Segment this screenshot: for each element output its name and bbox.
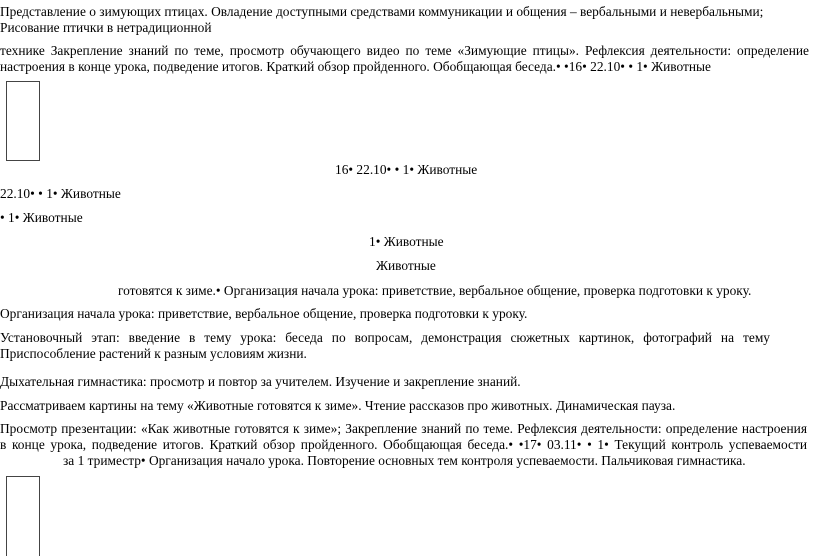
- text-line-18: за 1 триместр• Организация начало урока. Повторение основных тем контроля успеваемости. Пальчиковая гимнастика.: [63, 453, 746, 468]
- text-line-2: Рисование птички в нетрадиционной: [0, 20, 212, 35]
- text-line-9: Животные: [376, 258, 436, 273]
- text-line-12: Установочный этап: введение в тему урока: беседа по вопросам, демонстрация сюжетных картинок, фотографий на тему: [0, 330, 770, 345]
- text-line-8: 1• Животные: [369, 234, 444, 249]
- text-line-16: Просмотр презентации: «Как животные готовятся к зиме»; Закрепление знаний по теме. Рефлексия деятельности: определение настроения: [0, 421, 807, 436]
- text-line-4: настроения в конце урока, подведение итогов. Краткий обзор пройденного. Обобщающая беседа.• •16• 22.10• • 1• Животные: [0, 59, 711, 74]
- text-line-10: готовятся к зиме.• Организация начала урока: приветствие, вербальное общение, проверка подготовки к уроку.: [118, 283, 752, 298]
- text-line-5: 16• 22.10• • 1• Животные: [335, 162, 478, 177]
- text-line-1: Представление о зимующих птицах. Овладение доступными средствами коммуникации и общения – вербальными и невербальными;: [0, 4, 764, 19]
- text-line-3: технике Закрепление знаний по теме, просмотр обучающего видео по теме «Зимующие птицы». Рефлексия деятельности: определение: [0, 43, 809, 58]
- image-placeholder-bottom: [6, 476, 40, 556]
- image-placeholder-top: [6, 81, 40, 161]
- text-line-6: 22.10• • 1• Животные: [0, 186, 121, 201]
- text-line-15: Рассматриваем картины на тему «Животные готовятся к зиме». Чтение рассказов про животных. Динамическая пауза.: [0, 398, 676, 413]
- text-line-14: Дыхательная гимнастика: просмотр и повтор за учителем. Изучение и закрепление знаний.: [0, 374, 521, 389]
- text-line-13: Приспособление растений к разным условиям жизни.: [0, 346, 307, 361]
- text-line-17: в конце урока, подведение итогов. Краткий обзор пройденного. Обобщающая беседа.• •17• 03.11• • 1• Текущий контроль успеваемости: [0, 437, 807, 452]
- text-line-7: • 1• Животные: [0, 210, 83, 225]
- text-line-11: Организация начала урока: приветствие, вербальное общение, проверка подготовки к уроку.: [0, 306, 528, 321]
